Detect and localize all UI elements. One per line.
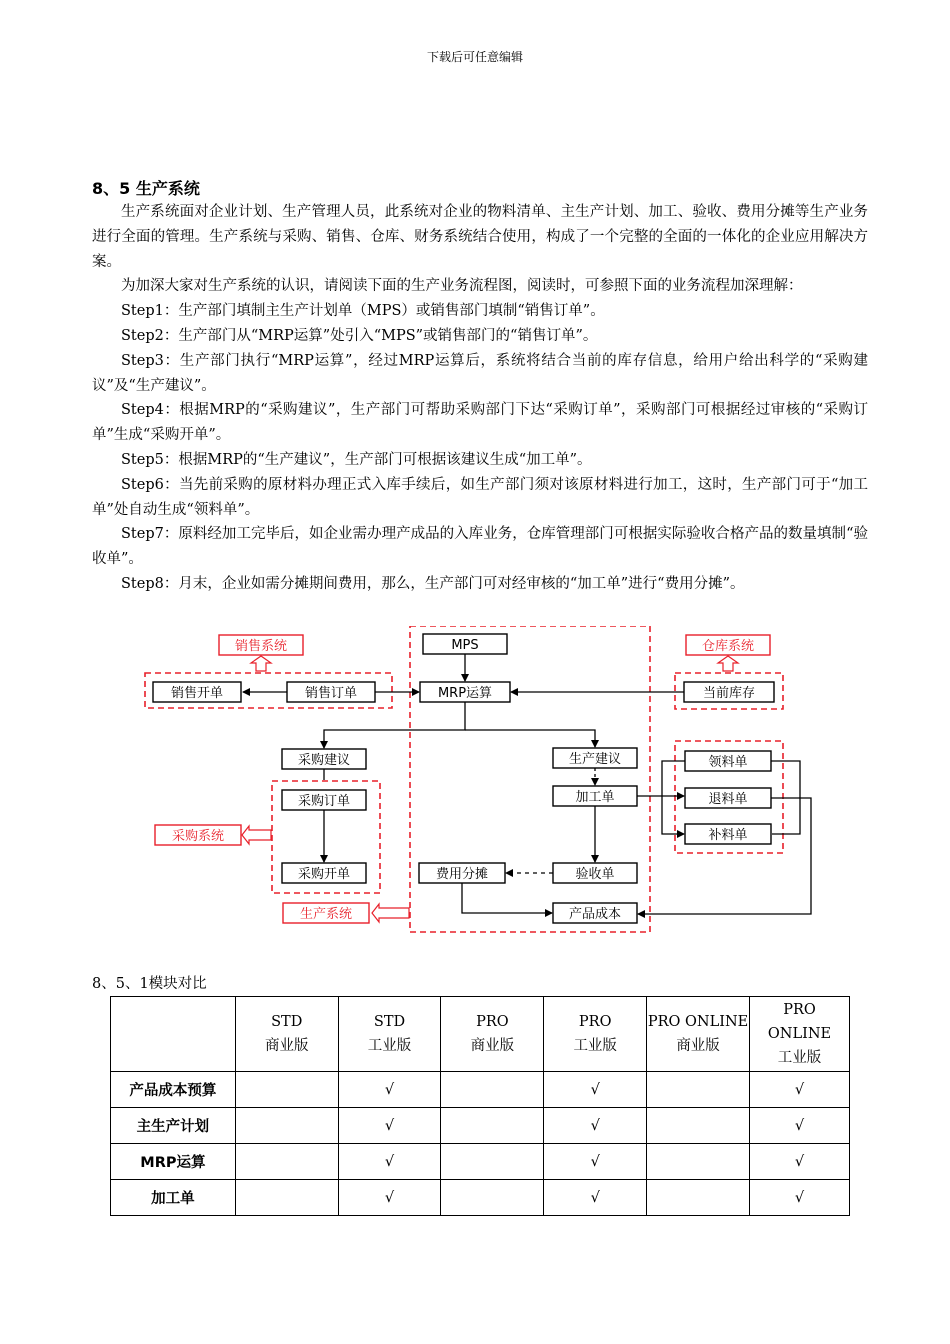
node-current-stock — [684, 682, 774, 702]
node-acceptance — [553, 863, 637, 883]
paragraph-step3: Step3：生产部门执行“MRP运算”，经过MRP运算后，系统将结合当前的库存信息，给用户给出科学的“采购建议”及“生产建议”。 — [92, 352, 868, 394]
column-header: PRO ONLINE 工业版 — [750, 997, 850, 1072]
table-cell — [441, 1108, 544, 1144]
node-material-supplement — [685, 824, 771, 844]
paragraph-step7: Step7：原料经加工完毕后，如企业需办理产成品的入库业务，仓库管理部门可根据实际验收合格产品的数量填制“验收单”。 — [92, 526, 868, 568]
page-header-note: 下载后可任意编辑 — [426, 50, 523, 64]
production-system-label — [283, 903, 369, 923]
table-row — [111, 1144, 850, 1180]
svg-text:MPS: MPS — [451, 638, 479, 653]
node-sales-invoice — [153, 682, 241, 702]
svg-text:费用分摊: 费用分摊 — [435, 867, 489, 882]
warehouse-double-arrow — [718, 656, 738, 671]
table-cell: √ — [338, 1180, 441, 1216]
purchase-hollow-arrow — [242, 826, 271, 844]
row-label: 加工单 — [111, 1180, 236, 1216]
table-cell — [235, 1180, 338, 1216]
node-cost-alloc — [419, 863, 505, 883]
table-cell: √ — [338, 1072, 441, 1108]
table-row — [111, 1108, 850, 1144]
table-cell — [647, 1144, 750, 1180]
paragraph-intro: 生产系统面对企业计划、生产管理人员，此系统对企业的物料清单、主生产计划、加工、验收、费用分摊等生产业务进行全面的管理。生产系统与采购、销售、仓库、财务系统结合使用，构成了一个完整的全面的一体化的企业应用解决方案。 — [92, 204, 868, 270]
svg-text:领料单: 领料单 — [708, 755, 748, 770]
node-purchase-suggest — [282, 749, 366, 769]
table-row — [111, 1072, 850, 1108]
column-header: PRO 工业版 — [544, 997, 647, 1072]
table-cell — [441, 1144, 544, 1180]
table-cell — [235, 1144, 338, 1180]
module-compare-table — [110, 996, 850, 1216]
node-material-requisition — [685, 751, 771, 771]
column-header: STD 工业版 — [338, 997, 441, 1072]
paragraph-step1: Step1：生产部门填制主生产计划单（MPS）或销售部门填制“销售订单”。 — [121, 303, 605, 320]
row-label: 产品成本预算 — [111, 1072, 236, 1108]
table-header-row — [111, 997, 850, 1072]
table-cell: √ — [544, 1072, 647, 1108]
node-product-cost — [553, 903, 637, 923]
table-cell — [441, 1180, 544, 1216]
table-cell: √ — [544, 1180, 647, 1216]
table-cell: √ — [750, 1108, 850, 1144]
svg-text:销售订单: 销售订单 — [304, 686, 358, 701]
table-cell — [441, 1072, 544, 1108]
section-title: 8、5 生产系统 — [92, 179, 200, 198]
table-cell — [647, 1072, 750, 1108]
paragraph-step4: Step4：根据MRP的“采购建议”，生产部门可帮助采购部门下达“采购订单”，采购部门可根据经过审核的“采购订单”生成“采购开单”。 — [92, 402, 868, 444]
column-header: PRO ONLINE 商业版 — [647, 997, 750, 1072]
sales-double-arrow — [251, 656, 271, 671]
svg-text:生产建议: 生产建议 — [568, 752, 622, 767]
sales-system-label — [219, 635, 303, 655]
table-cell: √ — [750, 1072, 850, 1108]
paragraph-step2: Step2：生产部门从“MRP运算”处引入“MPS”或销售部门的“销售订单”。 — [121, 327, 598, 344]
body-text — [92, 200, 868, 597]
warehouse-system-label — [686, 635, 770, 655]
row-label: MRP运算 — [111, 1144, 236, 1180]
paragraph-guide: 为加深大家对生产系统的认识，请阅读下面的生产业务流程图，阅读时，可参照下面的业务流程加深理解： — [121, 278, 803, 295]
table-cell — [647, 1180, 750, 1216]
table-cell: √ — [338, 1144, 441, 1180]
svg-text:采购订单: 采购订单 — [297, 794, 351, 809]
table-corner-cell — [111, 997, 236, 1072]
column-header: PRO 商业版 — [441, 997, 544, 1072]
node-purchase-order — [282, 790, 366, 810]
sales-system-text: 销售系统 — [234, 639, 288, 654]
node-material-return — [685, 788, 771, 808]
table-cell — [235, 1108, 338, 1144]
node-purchase-invoice — [282, 863, 366, 883]
svg-text:采购建议: 采购建议 — [297, 753, 351, 768]
table-cell: √ — [544, 1144, 647, 1180]
node-mrp — [420, 682, 510, 702]
node-production-suggest — [553, 748, 637, 768]
table-cell: √ — [544, 1108, 647, 1144]
table-row — [111, 1180, 850, 1216]
svg-text:补料单: 补料单 — [708, 828, 748, 843]
svg-text:采购开单: 采购开单 — [297, 867, 351, 882]
svg-text:退料单: 退料单 — [708, 792, 748, 807]
module-compare-heading: 8、5、1模块对比 — [92, 976, 207, 992]
node-mps — [423, 634, 507, 654]
svg-text:销售开单: 销售开单 — [170, 686, 224, 701]
paragraph-step8: Step8：月末，企业如需分摊期间费用，那么，生产部门可对经审核的“加工单”进行“费用分摊”。 — [121, 575, 745, 592]
svg-text:验收单: 验收单 — [575, 867, 615, 882]
production-hollow-arrow — [372, 904, 409, 922]
paragraph-step5: Step5：根据MRP的“生产建议”，生产部门可根据该建议生成“加工单”。 — [121, 451, 592, 468]
warehouse-system-text: 仓库系统 — [701, 639, 755, 654]
table-cell — [647, 1108, 750, 1144]
purchase-system-label — [155, 825, 241, 845]
production-flow-diagram — [135, 626, 825, 936]
node-sales-order — [287, 682, 375, 702]
svg-text:产品成本: 产品成本 — [568, 907, 622, 922]
purchase-system-text: 采购系统 — [171, 829, 225, 844]
row-label: 主生产计划 — [111, 1108, 236, 1144]
svg-text:当前库存: 当前库存 — [702, 686, 756, 701]
table-cell — [235, 1072, 338, 1108]
production-system-text: 生产系统 — [299, 907, 353, 922]
production-system-group — [410, 626, 650, 932]
svg-text:MRP运算: MRP运算 — [437, 686, 493, 701]
column-header: STD 商业版 — [235, 997, 338, 1072]
table-cell: √ — [750, 1144, 850, 1180]
svg-text:加工单: 加工单 — [575, 790, 615, 805]
node-work-order — [553, 786, 637, 806]
table-cell: √ — [338, 1108, 441, 1144]
table-cell: √ — [750, 1180, 850, 1216]
paragraph-step6: Step6：当先前采购的原材料办理正式入库手续后，如生产部门须对该原材料进行加工，这时，生产部门可于“加工单”处自动生成“领料单”。 — [92, 476, 868, 518]
